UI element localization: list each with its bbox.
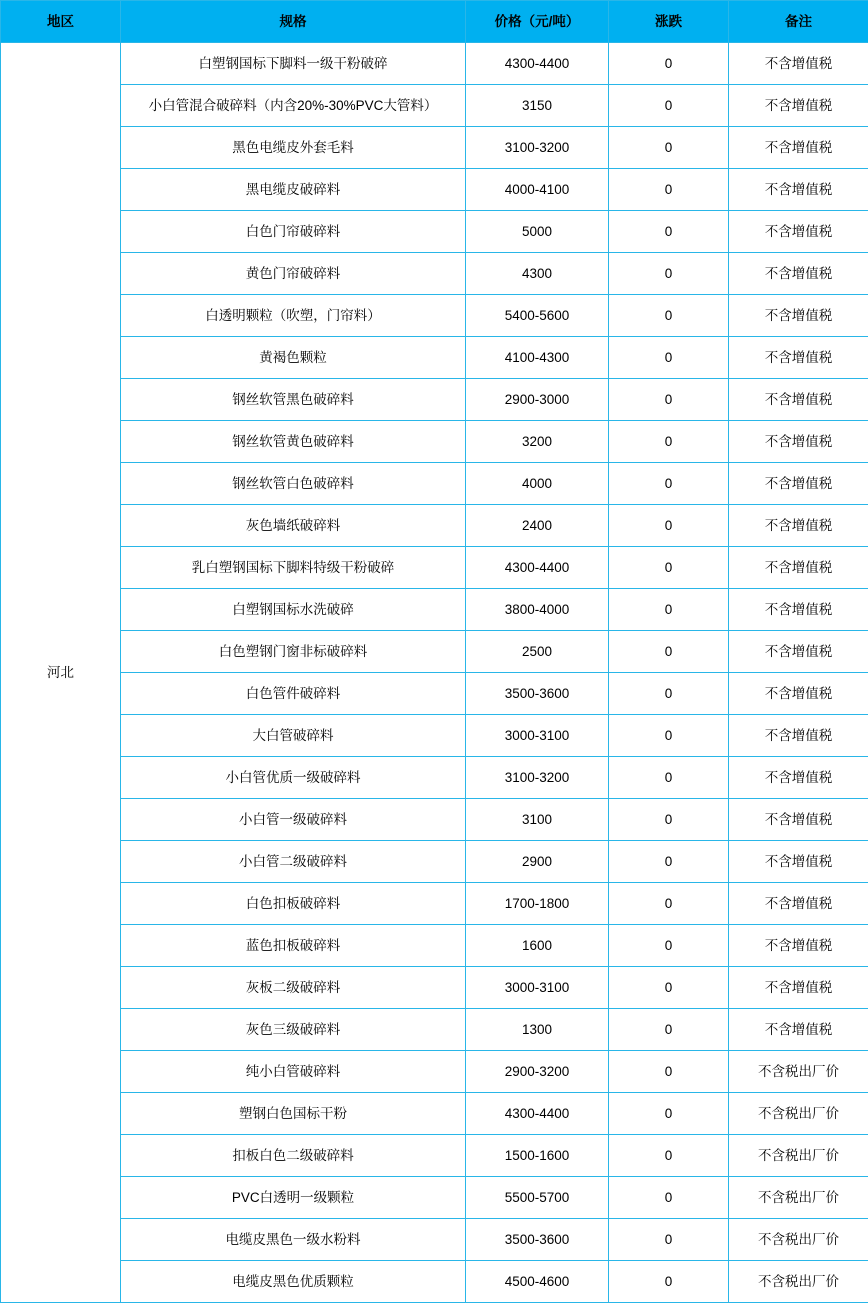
table-row (1, 841, 868, 883)
price-cell: 3200 (466, 421, 609, 463)
note-cell: 不含税出厂价 (729, 1219, 868, 1261)
change-cell: 0 (609, 421, 729, 463)
table-row (1, 589, 868, 631)
note-cell: 不含税出厂价 (729, 1177, 868, 1219)
price-cell: 1500-1600 (466, 1135, 609, 1177)
spec-cell: 电缆皮黑色优质颗粒 (121, 1261, 466, 1303)
price-cell: 2900-3000 (466, 379, 609, 421)
table-row (1, 463, 868, 505)
table-row (1, 85, 868, 127)
change-cell: 0 (609, 43, 729, 85)
spec-cell: 蓝色扣板破碎料 (121, 925, 466, 967)
region-cell: 河北 (1, 43, 121, 1303)
spec-cell: 钢丝软管黄色破碎料 (121, 421, 466, 463)
note-cell: 不含增值税 (729, 967, 868, 1009)
table-row (1, 967, 868, 1009)
spec-cell: 白色门帘破碎料 (121, 211, 466, 253)
change-cell: 0 (609, 505, 729, 547)
change-cell: 0 (609, 589, 729, 631)
spec-cell: 白色管件破碎料 (121, 673, 466, 715)
note-cell: 不含增值税 (729, 421, 868, 463)
change-cell: 0 (609, 715, 729, 757)
note-cell: 不含增值税 (729, 127, 868, 169)
spec-cell: 灰色墙纸破碎料 (121, 505, 466, 547)
table-row (1, 631, 868, 673)
note-cell: 不含增值税 (729, 379, 868, 421)
table-row (1, 757, 868, 799)
note-cell: 不含税出厂价 (729, 1261, 868, 1303)
change-cell: 0 (609, 967, 729, 1009)
price-cell: 3000-3100 (466, 967, 609, 1009)
price-cell: 1300 (466, 1009, 609, 1051)
change-cell: 0 (609, 463, 729, 505)
note-cell: 不含增值税 (729, 589, 868, 631)
note-cell: 不含增值税 (729, 85, 868, 127)
note-cell: 不含增值税 (729, 799, 868, 841)
spec-cell: 小白管一级破碎料 (121, 799, 466, 841)
price-cell: 5000 (466, 211, 609, 253)
price-cell: 3150 (466, 85, 609, 127)
price-cell: 4000-4100 (466, 169, 609, 211)
spec-cell: 灰色三级破碎料 (121, 1009, 466, 1051)
table-row (1, 337, 868, 379)
change-cell: 0 (609, 169, 729, 211)
price-cell: 5400-5600 (466, 295, 609, 337)
spec-cell: 电缆皮黑色一级水粉料 (121, 1219, 466, 1261)
spec-cell: 钢丝软管黑色破碎料 (121, 379, 466, 421)
table-row (1, 1219, 868, 1261)
spec-cell: 白色塑钢门窗非标破碎料 (121, 631, 466, 673)
note-cell: 不含增值税 (729, 463, 868, 505)
price-cell: 2400 (466, 505, 609, 547)
spec-cell: 黑电缆皮破碎料 (121, 169, 466, 211)
price-cell: 3100 (466, 799, 609, 841)
spec-cell: 黄色门帘破碎料 (121, 253, 466, 295)
table-row (1, 1261, 868, 1303)
change-cell: 0 (609, 757, 729, 799)
price-cell: 4500-4600 (466, 1261, 609, 1303)
change-cell: 0 (609, 799, 729, 841)
note-cell: 不含增值税 (729, 925, 868, 967)
change-cell: 0 (609, 631, 729, 673)
table-row (1, 547, 868, 589)
note-cell: 不含增值税 (729, 1009, 868, 1051)
price-cell: 3500-3600 (466, 673, 609, 715)
note-cell: 不含税出厂价 (729, 1135, 868, 1177)
table-row (1, 43, 868, 85)
price-cell: 4100-4300 (466, 337, 609, 379)
price-cell: 1600 (466, 925, 609, 967)
table-row (1, 715, 868, 757)
change-cell: 0 (609, 1009, 729, 1051)
change-cell: 0 (609, 1135, 729, 1177)
note-cell: 不含增值税 (729, 295, 868, 337)
price-cell: 4300-4400 (466, 1093, 609, 1135)
note-cell: 不含增值税 (729, 505, 868, 547)
spec-cell: 钢丝软管白色破碎料 (121, 463, 466, 505)
change-cell: 0 (609, 1261, 729, 1303)
column-header-region: 地区 (1, 1, 121, 43)
note-cell: 不含增值税 (729, 757, 868, 799)
note-cell: 不含增值税 (729, 841, 868, 883)
change-cell: 0 (609, 85, 729, 127)
table-row (1, 1093, 868, 1135)
spec-cell: 大白管破碎料 (121, 715, 466, 757)
table-header (1, 1, 868, 43)
column-header-change: 涨跌 (609, 1, 729, 43)
spec-cell: 白透明颗粒（吹塑，门帘料） (121, 295, 466, 337)
spec-cell: 乳白塑钢国标下脚料特级干粉破碎 (121, 547, 466, 589)
table-row (1, 1135, 868, 1177)
spec-cell: 黄褐色颗粒 (121, 337, 466, 379)
spec-cell: 小白管二级破碎料 (121, 841, 466, 883)
note-cell: 不含增值税 (729, 631, 868, 673)
column-header-note: 备注 (729, 1, 868, 43)
table-row (1, 211, 868, 253)
price-cell: 5500-5700 (466, 1177, 609, 1219)
spec-cell: 塑钢白色国标干粉 (121, 1093, 466, 1135)
price-cell: 2900 (466, 841, 609, 883)
table-row (1, 253, 868, 295)
note-cell: 不含增值税 (729, 715, 868, 757)
price-cell: 2500 (466, 631, 609, 673)
price-cell: 3100-3200 (466, 127, 609, 169)
change-cell: 0 (609, 883, 729, 925)
note-cell: 不含增值税 (729, 169, 868, 211)
price-cell: 4300-4400 (466, 547, 609, 589)
table-row (1, 883, 868, 925)
price-cell: 4300-4400 (466, 43, 609, 85)
change-cell: 0 (609, 337, 729, 379)
change-cell: 0 (609, 925, 729, 967)
table-body (1, 43, 868, 1303)
table-row (1, 673, 868, 715)
table-row (1, 925, 868, 967)
price-cell: 1700-1800 (466, 883, 609, 925)
spec-cell: 白塑钢国标水洗破碎 (121, 589, 466, 631)
spec-cell: 黑色电缆皮外套毛料 (121, 127, 466, 169)
table-row (1, 1051, 868, 1093)
spec-cell: 扣板白色二级破碎料 (121, 1135, 466, 1177)
note-cell: 不含税出厂价 (729, 1051, 868, 1093)
note-cell: 不含增值税 (729, 211, 868, 253)
note-cell: 不含增值税 (729, 253, 868, 295)
table-header-row (1, 1, 868, 43)
spec-cell: 白色扣板破碎料 (121, 883, 466, 925)
change-cell: 0 (609, 1219, 729, 1261)
table-row (1, 799, 868, 841)
spec-cell: PVC白透明一级颗粒 (121, 1177, 466, 1219)
table-row (1, 505, 868, 547)
column-header-spec: 规格 (121, 1, 466, 43)
price-cell: 3800-4000 (466, 589, 609, 631)
change-cell: 0 (609, 295, 729, 337)
price-cell: 3000-3100 (466, 715, 609, 757)
change-cell: 0 (609, 127, 729, 169)
spec-cell: 小白管混合破碎料（内含20%-30%PVC大管料） (121, 85, 466, 127)
change-cell: 0 (609, 379, 729, 421)
table-row (1, 1177, 868, 1219)
change-cell: 0 (609, 1177, 729, 1219)
price-cell: 4000 (466, 463, 609, 505)
note-cell: 不含税出厂价 (729, 1093, 868, 1135)
spec-cell: 小白管优质一级破碎料 (121, 757, 466, 799)
table-row (1, 169, 868, 211)
table-row (1, 421, 868, 463)
note-cell: 不含增值税 (729, 43, 868, 85)
price-cell: 2900-3200 (466, 1051, 609, 1093)
price-cell: 3500-3600 (466, 1219, 609, 1261)
table-row (1, 295, 868, 337)
spec-cell: 白塑钢国标下脚料一级干粉破碎 (121, 43, 466, 85)
table-row (1, 1009, 868, 1051)
note-cell: 不含增值税 (729, 547, 868, 589)
change-cell: 0 (609, 673, 729, 715)
change-cell: 0 (609, 841, 729, 883)
price-cell: 3100-3200 (466, 757, 609, 799)
note-cell: 不含增值税 (729, 673, 868, 715)
column-header-price: 价格（元/吨） (466, 1, 609, 43)
note-cell: 不含增值税 (729, 883, 868, 925)
change-cell: 0 (609, 253, 729, 295)
change-cell: 0 (609, 1093, 729, 1135)
note-cell: 不含增值税 (729, 337, 868, 379)
change-cell: 0 (609, 211, 729, 253)
change-cell: 0 (609, 1051, 729, 1093)
spec-cell: 纯小白管破碎料 (121, 1051, 466, 1093)
spec-cell: 灰板二级破碎料 (121, 967, 466, 1009)
table-row (1, 127, 868, 169)
change-cell: 0 (609, 547, 729, 589)
price-cell: 4300 (466, 253, 609, 295)
table-row (1, 379, 868, 421)
